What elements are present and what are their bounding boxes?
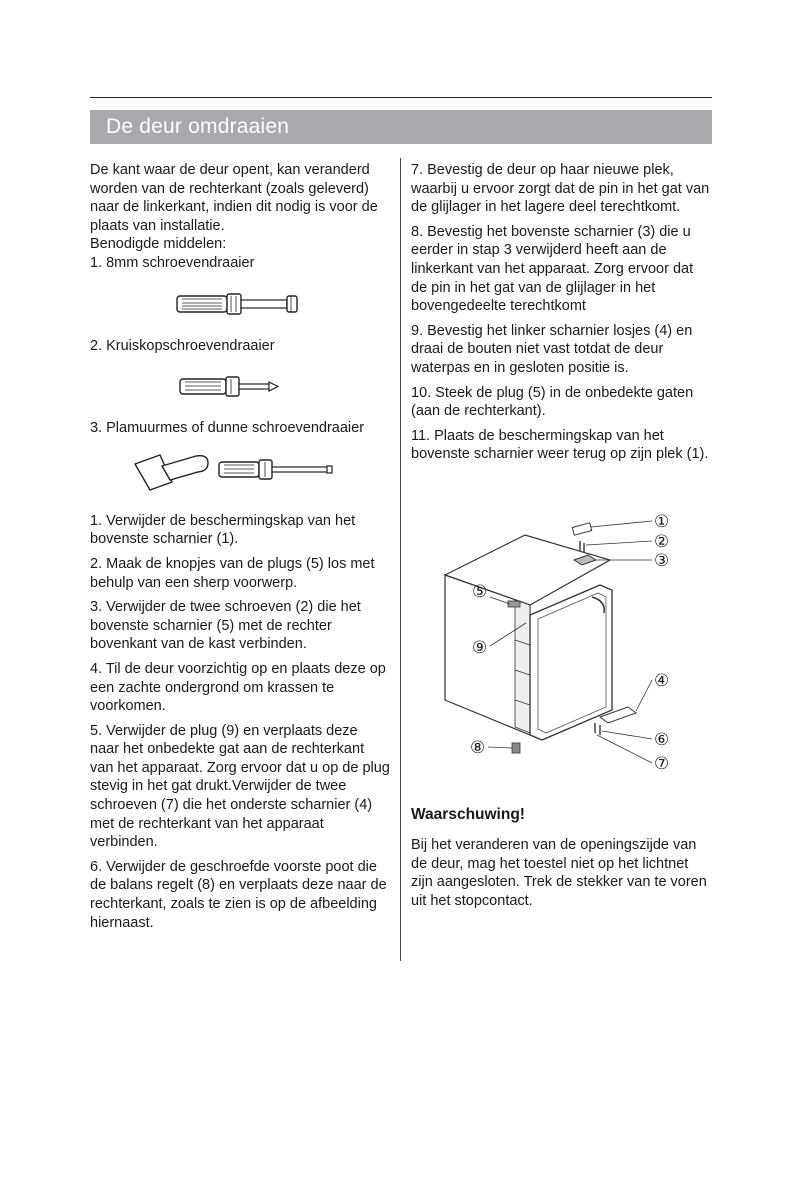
callout-8: ⑧ <box>470 738 486 758</box>
step-2: 2. Maak de knopjes van de plugs (5) los met behulp van een sherp voorwerp. <box>90 555 375 591</box>
column-divider <box>400 158 401 961</box>
hinge-cover <box>572 523 591 535</box>
phillips-screwdriver-icon <box>90 355 390 419</box>
step-8: 8. Bevestig het bovenste scharnier (3) die u eerder in stap 3 verwijderd heeft aan de linkerkant van het apparaat. Zorg ervoor dat de pin in het gat van de glijlager in het bovengedeelte terechtkomt <box>411 223 694 315</box>
step-4: 4. Til de deur voorzichtig op en plaats deze op een zachte ondergrond om krassen te voorkomen. <box>90 660 386 715</box>
tools-heading: Benodigde middelen: <box>90 236 227 253</box>
step-7: 7. Bevestig de deur op haar nieuwe plek, waarbij u ervoor zorgt dat de pin in het gat van de glijlager in het lagere deel terechtkomt. <box>411 162 710 216</box>
callout-5: ⑤ <box>472 582 488 602</box>
step-9: 9. Bevestig het linker scharnier losjes (4) en draai de bouten niet vast totdat de deur waterpas en in gesloten positie is. <box>411 322 693 376</box>
page-title: De deur omdraaien <box>106 115 290 138</box>
top-rule <box>90 97 712 98</box>
adjustable-leg <box>512 743 520 753</box>
fridge-door-reversal-diagram <box>430 505 720 785</box>
putty-knife-and-flat-screwdriver-icon <box>90 438 390 512</box>
tool-label-2: 2. Kruiskopschroevendraaier <box>90 337 275 354</box>
callout-3: ③ <box>654 551 670 571</box>
warning-title: Waarschuwing! <box>411 806 525 823</box>
intro-paragraph: De kant waar de deur opent, kan veranderd worden van de rechterkant (zoals geleverd) naar de linkerkant, indien dit nodig is voor de plaats van installatie. <box>90 162 378 234</box>
socket-screwdriver-icon <box>90 273 390 337</box>
tool-label-3: 3. Plamuurmes of dunne schroevendraaier <box>90 420 365 437</box>
step-11: 11. Plaats de beschermingskap van het bovenste scharnier weer terug op zijn plek (1). <box>411 427 709 463</box>
callout-4: ④ <box>654 671 670 691</box>
callout-7: ⑦ <box>654 754 670 774</box>
callout-9: ⑨ <box>472 638 488 658</box>
step-3: 3. Verwijder de twee schroeven (2) die het bovenste scharnier (5) met de rechter bovenkant van de kast verbinden. <box>90 599 361 653</box>
cabinet-interior <box>515 600 530 733</box>
left-column <box>90 161 390 938</box>
section-title-bar <box>90 110 712 144</box>
step-5: 5. Verwijder de plug (9) en verplaats deze naar het onbedekte gat aan de rechterkant van het apparaat. Zorg ervoor dat u op de plug stevig in het gat drukt.Verwijder de twee schroeven (7) die het onderste scharnier (4) met de rechterkant van het apparaat verbinden. <box>90 722 390 851</box>
callout-6: ⑥ <box>654 730 670 750</box>
callout-1: ① <box>654 512 670 532</box>
step-10: 10. Steek de plug (5) in de onbedekte gaten (aan de rechterkant). <box>411 384 694 420</box>
step-6: 6. Verwijder de geschroefde voorste poot die de balans regelt (8) en verplaats deze naar de rechterkant, zoals te zien is op de afbeelding hiernaast. <box>90 858 387 931</box>
step-1: 1. Verwijder de beschermingskap van het bovenste scharnier (1). <box>90 512 356 548</box>
warning-text: Bij het veranderen van de openingszijde van de deur, mag het toestel niet op het lichtnet zijn aangesloten. Trek de stekker van te voren uit het stopcontact. <box>411 837 707 909</box>
callout-2: ② <box>654 532 670 552</box>
tool-label-1: 1. 8mm schroevendraaier <box>90 254 255 271</box>
right-column <box>411 161 711 470</box>
